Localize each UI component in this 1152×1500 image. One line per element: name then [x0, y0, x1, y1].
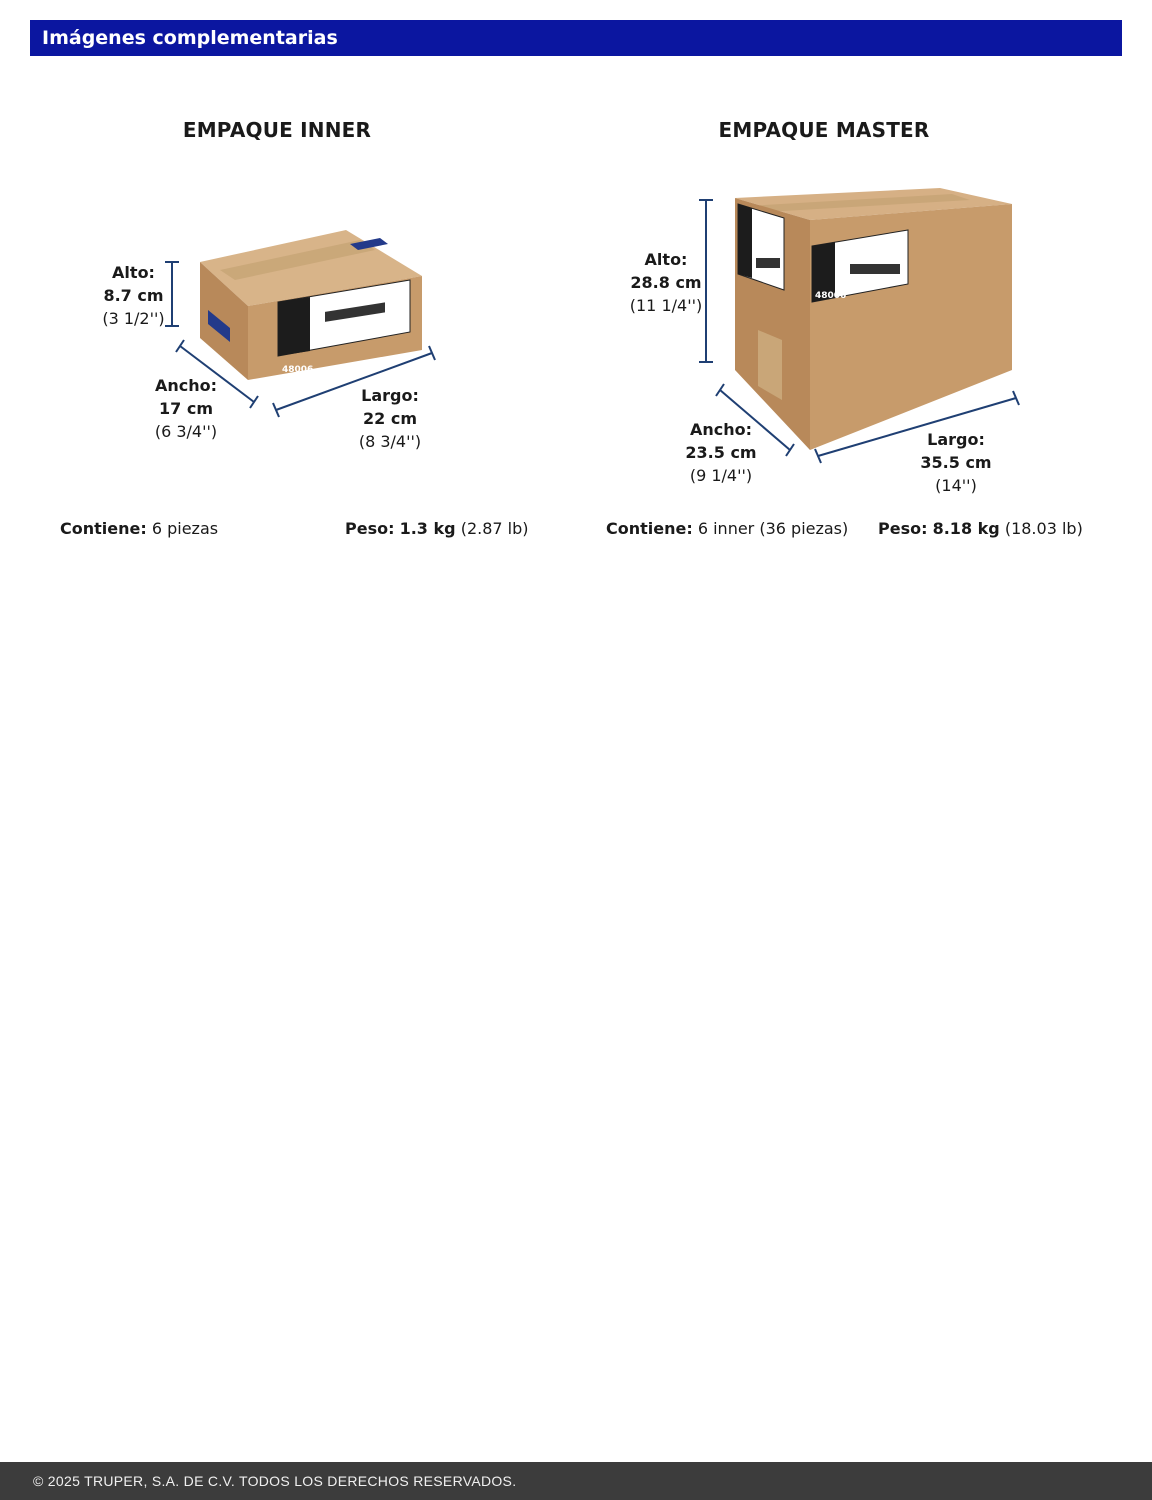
master-alto-label: Alto: 28.8 cm (11 1/4'')	[629, 250, 703, 315]
inner-largo-label: Largo: 22 cm (8 3/4'')	[358, 386, 422, 451]
master-largo-label: Largo: 35.5 cm (14'')	[920, 430, 992, 495]
inner-ancho-label: Ancho: 17 cm (6 3/4'')	[154, 376, 218, 441]
copyright-text: © 2025 TRUPER, S.A. DE C.V. TODOS LOS DERECHOS RESERVADOS.	[33, 1473, 517, 1489]
master-peso: Peso: 8.18 kg (18.03 lb)	[878, 519, 1083, 538]
master-package-title: EMPAQUE MASTER	[718, 118, 930, 142]
inner-peso: Peso: 1.3 kg (2.87 lb)	[345, 519, 529, 538]
master-box-number: 48006	[815, 291, 847, 301]
inner-package-title: EMPAQUE INNER	[182, 118, 372, 142]
footer	[0, 1462, 1152, 1500]
section-title: Imágenes complementarias	[42, 27, 338, 49]
section-header	[30, 20, 1122, 56]
inner-contiene: Contiene: 6 piezas	[60, 519, 219, 538]
master-contiene: Contiene: 6 inner (36 piezas)	[606, 519, 849, 538]
inner-alto-label: Alto: 8.7 cm (3 1/2'')	[102, 263, 165, 328]
master-ancho-label: Ancho: 23.5 cm (9 1/4'')	[685, 420, 757, 485]
inner-box-number: 48006	[282, 365, 314, 375]
